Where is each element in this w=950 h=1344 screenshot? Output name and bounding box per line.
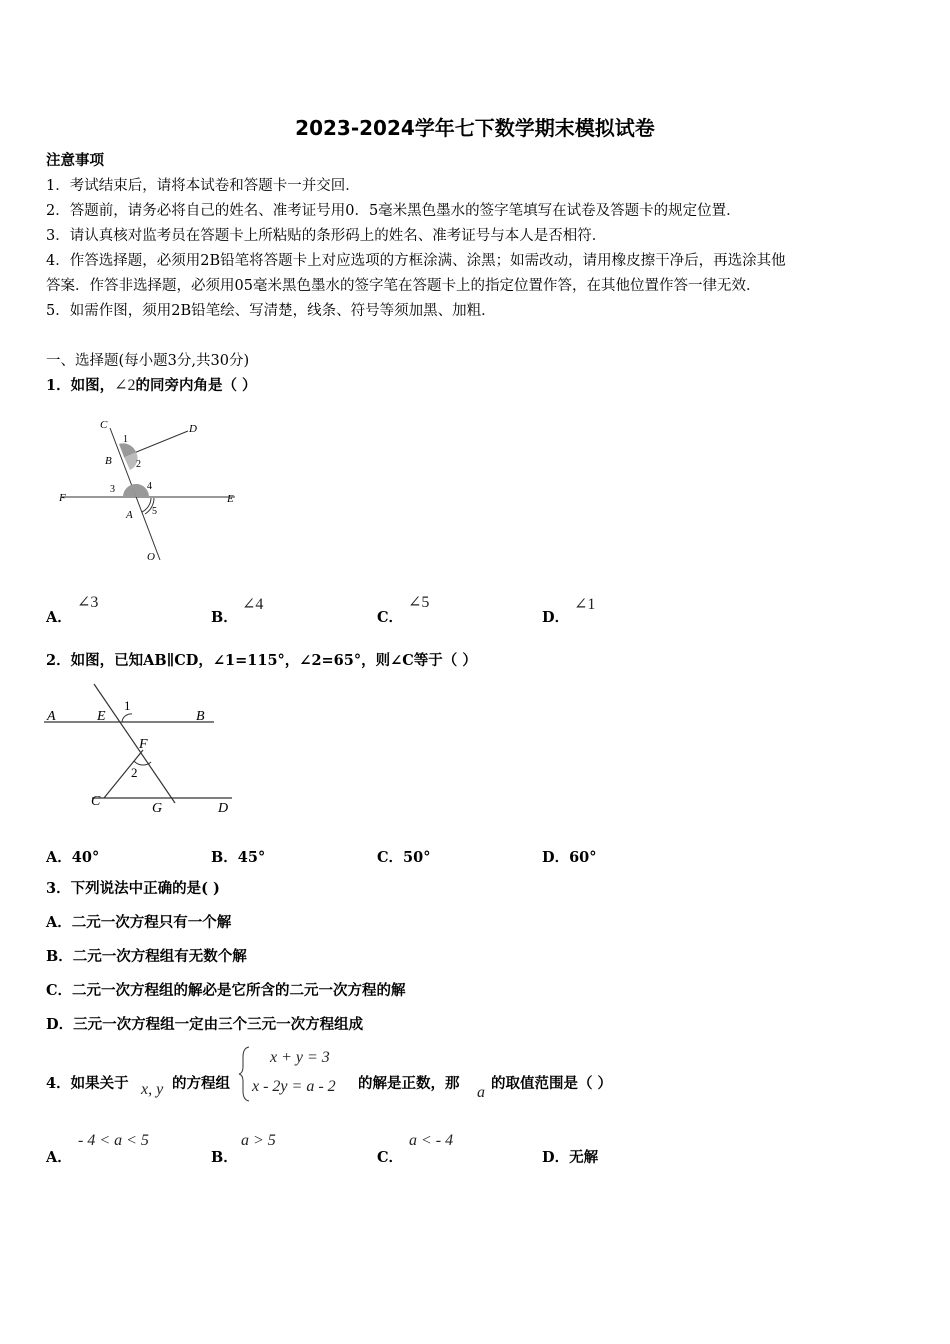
q4-option-c-letter: C． <box>377 1149 404 1166</box>
label-f: F <box>59 492 66 504</box>
section-heading: 一、选择题(每小题3分,共30分) <box>46 353 250 369</box>
q4-eq2: x - 2y = a - 2 <box>252 1078 336 1095</box>
q1-option-b-letter: B． <box>211 609 238 626</box>
q2-option-d-value: 60° <box>569 849 597 866</box>
label-b: B <box>105 455 112 467</box>
q1-option-a-letter: A． <box>46 609 72 626</box>
q2-option-b-value: 45° <box>237 849 266 866</box>
label-d: D <box>189 423 197 435</box>
label-f: F <box>139 737 148 752</box>
q4-eq1: x + y = 3 <box>270 1049 330 1066</box>
q4-vars: x, y <box>141 1081 164 1098</box>
label-angle-3: 3 <box>110 484 115 495</box>
label-angle-1: 1 <box>123 434 128 445</box>
q1-option-c-letter: C． <box>377 609 404 626</box>
q2-option-c-letter: C． <box>377 849 404 866</box>
q2-option-a <box>46 846 99 867</box>
q4-option-a-letter: A． <box>46 1149 72 1166</box>
label-angle-2: 2 <box>136 459 141 470</box>
label-a: A <box>47 709 56 724</box>
q4-option-d-value: 无解 <box>569 1149 599 1166</box>
q1-option-d-letter: D． <box>542 609 570 626</box>
notice-heading: 注意事项 <box>46 152 104 169</box>
q4-option-b-value: a > 5 <box>241 1132 276 1149</box>
q2-option-a-value: 40° <box>71 849 100 866</box>
q4-stem-d: 的取值范围是（ ） <box>491 1075 613 1092</box>
q4-stem-b: 的方程组 <box>172 1075 230 1092</box>
q2-stem: 2．如图，已知AB∥CD，∠1=115°，∠2=65°，则∠C等于（ ） <box>46 652 477 669</box>
q2-option-c-value: 50° <box>403 849 431 866</box>
q2-option-b-letter: B． <box>211 849 238 866</box>
q4-option-c-value: a < - 4 <box>409 1132 454 1149</box>
notice-item: 4．作答选择题，必须用2B铅笔将答题卡上对应选项的方框涂满、涂黑；如需改动，请用橡皮擦干净后，再选涂其他 <box>46 253 786 269</box>
q1-stem-prefix: 1．如图， <box>46 377 115 394</box>
line-transversal <box>94 684 175 803</box>
q3-stem: 3．下列说法中正确的是( ) <box>46 880 220 897</box>
q4-stem-a: 4．如果关于 <box>46 1075 129 1092</box>
q1-option-c-value: ∠5 <box>408 594 430 611</box>
q3-option: D．三元一次方程组一定由三个三元一次方程组成 <box>46 1016 364 1033</box>
q4-option-b-letter: B． <box>211 1149 238 1166</box>
label-e: E <box>227 493 234 505</box>
q2-option-a-letter: A． <box>46 849 72 866</box>
label-b: B <box>196 709 205 724</box>
label-angle-2: 2 <box>131 765 138 780</box>
label-a: A <box>126 509 133 521</box>
label-c: C <box>91 794 101 809</box>
q2-option-d <box>542 846 597 867</box>
q4-stem-c: 的解是正数，那 <box>358 1075 460 1092</box>
q4-option-d <box>542 1146 598 1167</box>
label-angle-5: 5 <box>152 506 157 517</box>
notice-item: 答案．作答非选择题，必须用05毫米黑色墨水的签字笔在答题卡上的指定位置作答，在其他位置作答一律无效． <box>46 278 761 294</box>
notice-item: 3．请认真核对监考员在答题卡上所粘贴的条形码上的姓名、准考证号与本人是否相符． <box>46 228 607 244</box>
label-angle-4: 4 <box>147 481 152 492</box>
q2-option-b <box>211 846 265 867</box>
notice-item: 1．考试结束后，请将本试卷和答题卡一并交回． <box>46 178 360 194</box>
label-g: G <box>152 801 163 816</box>
q2-figure <box>42 680 242 820</box>
q1-figure <box>50 410 250 570</box>
label-e: E <box>97 709 106 724</box>
q1-stem-angle: ∠2 <box>114 377 136 394</box>
label-o: O <box>147 551 155 563</box>
q1-stem <box>46 376 257 396</box>
label-angle-1: 1 <box>124 698 131 713</box>
q1-option-d-value: ∠1 <box>574 596 596 613</box>
label-c: C <box>100 419 108 431</box>
page-title: 2023-2024学年七下数学期末模拟试卷 <box>295 116 655 140</box>
notice-item: 2．答题前，请务必将自己的姓名、准考证号用0．5毫米黑色墨水的签字笔填写在试卷及答题卡的规定位置． <box>46 203 741 219</box>
q3-option: A．二元一次方程只有一个解 <box>46 914 232 931</box>
q4-option-d-letter: D． <box>542 1149 570 1166</box>
q1-option-b-value: ∠4 <box>242 596 264 613</box>
q3-option: C．二元一次方程组的解必是它所含的二元一次方程的解 <box>46 982 406 999</box>
q2-option-c <box>377 846 430 867</box>
q4-param: a <box>477 1084 485 1101</box>
angle-1-arc <box>122 714 132 722</box>
q1-stem-suffix: 的同旁内角是（ ） <box>135 377 257 394</box>
q4-option-a-value: - 4 < a < 5 <box>78 1132 149 1149</box>
q2-option-d-letter: D． <box>542 849 570 866</box>
q3-option: B．二元一次方程组有无数个解 <box>46 948 247 965</box>
notice-item: 5．如需作图，须用2B铅笔绘、写清楚，线条、符号等须加黑、加粗． <box>46 303 496 319</box>
q1-option-a-value: ∠3 <box>77 594 99 611</box>
label-d: D <box>218 801 229 816</box>
q4-system-brace <box>238 1045 252 1103</box>
